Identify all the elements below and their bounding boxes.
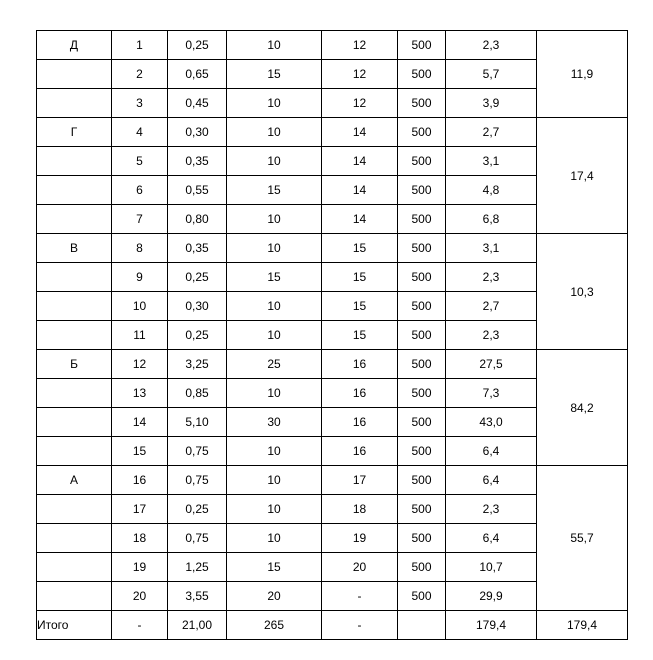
summary-label-cell: Итого (37, 611, 112, 640)
value-a-cell: 0,25 (168, 31, 227, 60)
value-e-cell: 3,9 (446, 89, 537, 118)
value-a-cell: 5,10 (168, 408, 227, 437)
value-b-cell: 10 (227, 495, 322, 524)
value-a-cell: 0,75 (168, 466, 227, 495)
value-a-cell: 0,65 (168, 60, 227, 89)
value-b-cell: 20 (227, 582, 322, 611)
value-c-cell: 16 (322, 350, 398, 379)
data-table (36, 30, 628, 640)
value-b-cell: 10 (227, 205, 322, 234)
table-body (37, 31, 628, 640)
value-e-cell: 43,0 (446, 408, 537, 437)
value-e-cell: 6,8 (446, 205, 537, 234)
row-number-cell: 13 (112, 379, 168, 408)
value-d-cell: 500 (398, 147, 446, 176)
value-b-cell: 10 (227, 524, 322, 553)
value-a-cell: 0,30 (168, 292, 227, 321)
empty-group-cell (37, 321, 112, 350)
empty-group-cell (37, 408, 112, 437)
row-number-cell: 3 (112, 89, 168, 118)
value-d-cell: 500 (398, 263, 446, 292)
value-c-cell: 14 (322, 118, 398, 147)
value-e-cell: 7,3 (446, 379, 537, 408)
value-a-cell: 0,75 (168, 524, 227, 553)
group-total-cell: 17,4 (537, 118, 628, 234)
row-number-cell: 14 (112, 408, 168, 437)
table-row (37, 350, 628, 379)
value-a-cell: 0,30 (168, 118, 227, 147)
empty-group-cell (37, 379, 112, 408)
row-number-cell: 2 (112, 60, 168, 89)
group-total-cell: 55,7 (537, 466, 628, 611)
value-b-cell: 10 (227, 118, 322, 147)
row-number-cell: 7 (112, 205, 168, 234)
group-label-cell: В (37, 234, 112, 263)
value-e-cell: 29,9 (446, 582, 537, 611)
value-c-cell: 15 (322, 321, 398, 350)
row-number-cell: 9 (112, 263, 168, 292)
summary-row (37, 611, 628, 640)
value-c-cell: 16 (322, 379, 398, 408)
row-number-cell: 4 (112, 118, 168, 147)
value-c-cell: 14 (322, 147, 398, 176)
value-d-cell: 500 (398, 60, 446, 89)
summary-value-cell: - (322, 611, 398, 640)
value-c-cell: 12 (322, 60, 398, 89)
value-e-cell: 3,1 (446, 234, 537, 263)
value-b-cell: 10 (227, 379, 322, 408)
value-e-cell: 4,8 (446, 176, 537, 205)
empty-group-cell (37, 60, 112, 89)
row-number-cell: 12 (112, 350, 168, 379)
group-total-cell: 11,9 (537, 31, 628, 118)
value-c-cell: 14 (322, 205, 398, 234)
summary-value-cell: - (112, 611, 168, 640)
value-c-cell: 19 (322, 524, 398, 553)
value-a-cell: 1,25 (168, 553, 227, 582)
value-e-cell: 2,3 (446, 321, 537, 350)
value-d-cell: 500 (398, 379, 446, 408)
summary-value-cell (398, 611, 446, 640)
value-b-cell: 25 (227, 350, 322, 379)
value-b-cell: 15 (227, 553, 322, 582)
value-e-cell: 10,7 (446, 553, 537, 582)
value-a-cell: 0,55 (168, 176, 227, 205)
empty-group-cell (37, 205, 112, 234)
empty-group-cell (37, 437, 112, 466)
table-row (37, 118, 628, 147)
row-number-cell: 8 (112, 234, 168, 263)
value-b-cell: 10 (227, 466, 322, 495)
value-e-cell: 2,7 (446, 118, 537, 147)
empty-group-cell (37, 147, 112, 176)
empty-group-cell (37, 292, 112, 321)
value-c-cell: 18 (322, 495, 398, 524)
row-number-cell: 15 (112, 437, 168, 466)
value-d-cell: 500 (398, 524, 446, 553)
empty-group-cell (37, 495, 112, 524)
value-d-cell: 500 (398, 408, 446, 437)
value-e-cell: 5,7 (446, 60, 537, 89)
value-c-cell: 20 (322, 553, 398, 582)
value-e-cell: 6,4 (446, 524, 537, 553)
value-e-cell: 2,7 (446, 292, 537, 321)
value-e-cell: 2,3 (446, 31, 537, 60)
value-c-cell: 15 (322, 292, 398, 321)
value-a-cell: 0,85 (168, 379, 227, 408)
row-number-cell: 19 (112, 553, 168, 582)
value-b-cell: 10 (227, 321, 322, 350)
value-a-cell: 0,25 (168, 263, 227, 292)
value-c-cell: 12 (322, 31, 398, 60)
group-label-cell: Г (37, 118, 112, 147)
value-b-cell: 15 (227, 263, 322, 292)
value-a-cell: 0,25 (168, 495, 227, 524)
value-c-cell: 17 (322, 466, 398, 495)
value-c-cell: 15 (322, 234, 398, 263)
value-a-cell: 0,75 (168, 437, 227, 466)
value-d-cell: 500 (398, 437, 446, 466)
value-b-cell: 10 (227, 147, 322, 176)
table-row (37, 31, 628, 60)
summary-value-cell: 179,4 (537, 611, 628, 640)
group-total-cell: 10,3 (537, 234, 628, 350)
value-a-cell: 0,45 (168, 89, 227, 118)
value-d-cell: 500 (398, 292, 446, 321)
value-e-cell: 3,1 (446, 147, 537, 176)
row-number-cell: 5 (112, 147, 168, 176)
value-d-cell: 500 (398, 495, 446, 524)
row-number-cell: 17 (112, 495, 168, 524)
table-row (37, 466, 628, 495)
row-number-cell: 1 (112, 31, 168, 60)
value-d-cell: 500 (398, 176, 446, 205)
value-b-cell: 15 (227, 60, 322, 89)
row-number-cell: 16 (112, 466, 168, 495)
value-d-cell: 500 (398, 31, 446, 60)
value-a-cell: 0,35 (168, 234, 227, 263)
value-e-cell: 27,5 (446, 350, 537, 379)
empty-group-cell (37, 176, 112, 205)
value-b-cell: 30 (227, 408, 322, 437)
value-d-cell: 500 (398, 553, 446, 582)
value-d-cell: 500 (398, 582, 446, 611)
row-number-cell: 20 (112, 582, 168, 611)
value-c-cell: 16 (322, 437, 398, 466)
value-e-cell: 2,3 (446, 263, 537, 292)
group-label-cell: А (37, 466, 112, 495)
value-d-cell: 500 (398, 89, 446, 118)
summary-value-cell: 21,00 (168, 611, 227, 640)
row-number-cell: 18 (112, 524, 168, 553)
value-d-cell: 500 (398, 321, 446, 350)
value-e-cell: 2,3 (446, 495, 537, 524)
value-a-cell: 3,55 (168, 582, 227, 611)
value-a-cell: 0,35 (168, 147, 227, 176)
value-a-cell: 3,25 (168, 350, 227, 379)
summary-value-cell: 265 (227, 611, 322, 640)
row-number-cell: 6 (112, 176, 168, 205)
value-e-cell: 6,4 (446, 466, 537, 495)
value-c-cell: 14 (322, 176, 398, 205)
group-total-cell: 84,2 (537, 350, 628, 466)
value-b-cell: 15 (227, 176, 322, 205)
empty-group-cell (37, 524, 112, 553)
value-b-cell: 10 (227, 234, 322, 263)
value-d-cell: 500 (398, 118, 446, 147)
row-number-cell: 10 (112, 292, 168, 321)
value-b-cell: 10 (227, 437, 322, 466)
value-a-cell: 0,80 (168, 205, 227, 234)
value-b-cell: 10 (227, 31, 322, 60)
empty-group-cell (37, 263, 112, 292)
value-d-cell: 500 (398, 466, 446, 495)
value-d-cell: 500 (398, 205, 446, 234)
value-d-cell: 500 (398, 234, 446, 263)
value-c-cell: 12 (322, 89, 398, 118)
value-c-cell: 16 (322, 408, 398, 437)
empty-group-cell (37, 553, 112, 582)
value-d-cell: 500 (398, 350, 446, 379)
value-a-cell: 0,25 (168, 321, 227, 350)
row-number-cell: 11 (112, 321, 168, 350)
group-label-cell: Д (37, 31, 112, 60)
empty-group-cell (37, 582, 112, 611)
value-c-cell: 15 (322, 263, 398, 292)
value-c-cell: - (322, 582, 398, 611)
empty-group-cell (37, 89, 112, 118)
value-b-cell: 10 (227, 292, 322, 321)
summary-value-cell: 179,4 (446, 611, 537, 640)
value-b-cell: 10 (227, 89, 322, 118)
table-row (37, 234, 628, 263)
value-e-cell: 6,4 (446, 437, 537, 466)
group-label-cell: Б (37, 350, 112, 379)
